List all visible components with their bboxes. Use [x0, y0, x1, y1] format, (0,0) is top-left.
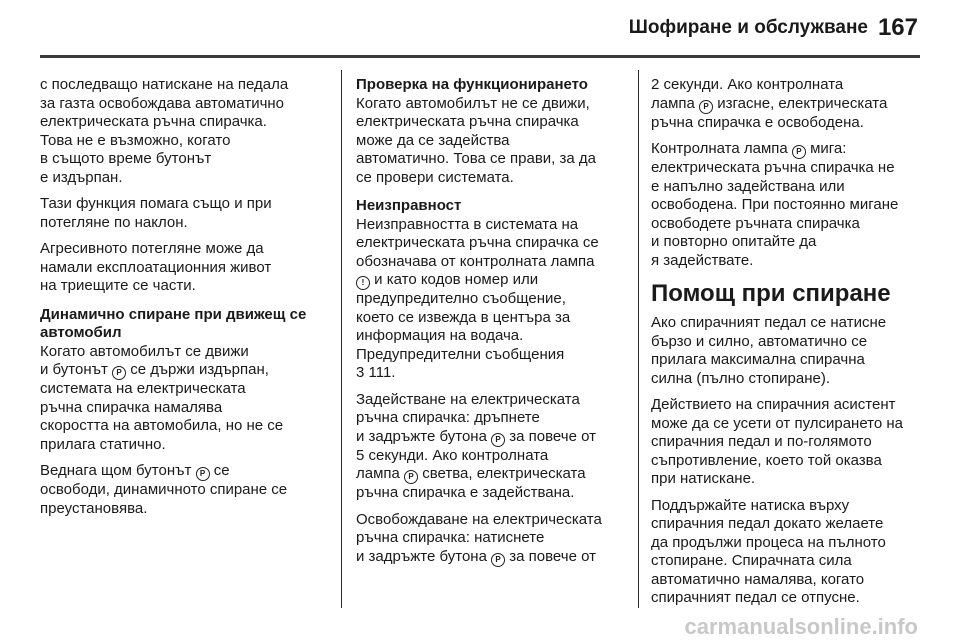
paragraph [40, 343, 330, 455]
paragraph [356, 216, 628, 383]
text: светва, електрическата ръчна спирачка е задействана. [356, 465, 586, 501]
parking-brake-icon: P [196, 467, 210, 481]
paragraph [40, 462, 330, 518]
column-3 [651, 76, 923, 616]
column-divider [341, 70, 342, 608]
paragraph: Тази функция помага също и при потегляне по наклон. [40, 195, 272, 231]
page-title: Шофиране и обслужване [628, 17, 868, 38]
paragraph [356, 391, 628, 503]
section-heading: Неизправност [356, 197, 462, 214]
paragraph: с последващо натискане на педала за газта освобождава автоматично електрическата ръчна спирачка. Това не е възможно, когато в същото време бутонът е издърпан. [40, 76, 289, 186]
paragraph [651, 76, 923, 132]
parking-brake-icon: P [404, 470, 418, 484]
text: 2 секунди. Ако контролната лампа [651, 76, 844, 112]
column-2 [356, 76, 628, 575]
text: за повече от 5 секунди. Ако контролната лампа [356, 427, 596, 482]
text: и като кодов номер или предупредително съобщение, което се извежда в центъра за информация на водача. Предупредителни съобщения [356, 271, 571, 363]
column-1 [40, 76, 330, 526]
text: се освободи, динамичното спиране се преустановява. [40, 462, 288, 517]
column-divider [638, 70, 639, 608]
text: изгасне, електрическата ръчна спирачка е освободена. [651, 94, 888, 131]
parking-brake-icon: P [491, 433, 505, 447]
paragraph: Ако спирачният педал се натисне бързо и силно, автоматично се прилага максимална спирачна силна (пълно стопиране). [651, 314, 887, 387]
paragraph: Действието на спирачния асистент може да се усети от пулсирането на спирачния педал и по-голямото съпротивление, което той оказва при натискане. [651, 396, 904, 487]
paragraph: Когато автомобилът не се движи, електрическата ръчна спирачка може да се задейства автоматично. Това се прави, за да се провери системата. [356, 94, 596, 186]
paragraph [356, 511, 628, 567]
text: за повече от [505, 547, 596, 565]
text: Задействане на електрическата ръчна спирачка: дръпнете и задръжте бутона [356, 390, 580, 445]
text: Веднага щом бутонът [40, 462, 192, 479]
page-number: 167 [877, 14, 918, 41]
text: мига: електрическата ръчна спирачка не е напълно задействана или освободена. При постоянно мигане освободете ръчната спирачка и повторно опитайте да я задействате. [651, 140, 899, 269]
parking-brake-icon: P [699, 100, 713, 114]
paragraph: Агресивното потегляне може да намали експлоатационния живот на триещите се части. [40, 240, 272, 294]
paragraph [651, 140, 923, 270]
section-heading: Проверка на функционирането [356, 76, 588, 93]
parking-brake-icon: P [491, 553, 505, 567]
paragraph: Поддържайте натиска върху спирачния педал докато желаете да продължи процеса на пълното стопиране. Спирачната сила автоматично намалява, когато спирачният педал се отпусне. [651, 496, 886, 606]
watermark: carmanualsonline.info [684, 614, 918, 639]
text: Когато автомобилът се движи и бутонът [40, 342, 249, 378]
text: се държи издърпан, системата на електрическата ръчна спирачка намалява скоростта на автомобила, но не се прилага статично. [40, 361, 284, 453]
text: Контролната лампа [651, 140, 788, 157]
section-heading: Динамично спиране при движещ се автомобил [40, 305, 307, 341]
parking-brake-icon: P [112, 366, 126, 380]
section-heading: Помощ при спиране [651, 280, 891, 307]
text: Неизправността в системата на електрическата ръчна спирачка се обозначава от контролната лампа [356, 215, 599, 270]
text: Освобождаване на електрическата ръчна спирачка: натиснете и задръжте бутона [356, 510, 602, 565]
warning-lamp-icon: ! [356, 276, 370, 290]
page-reference-link[interactable]: 3 111. [356, 364, 396, 381]
parking-brake-icon: P [792, 145, 806, 159]
header-divider [40, 55, 920, 58]
